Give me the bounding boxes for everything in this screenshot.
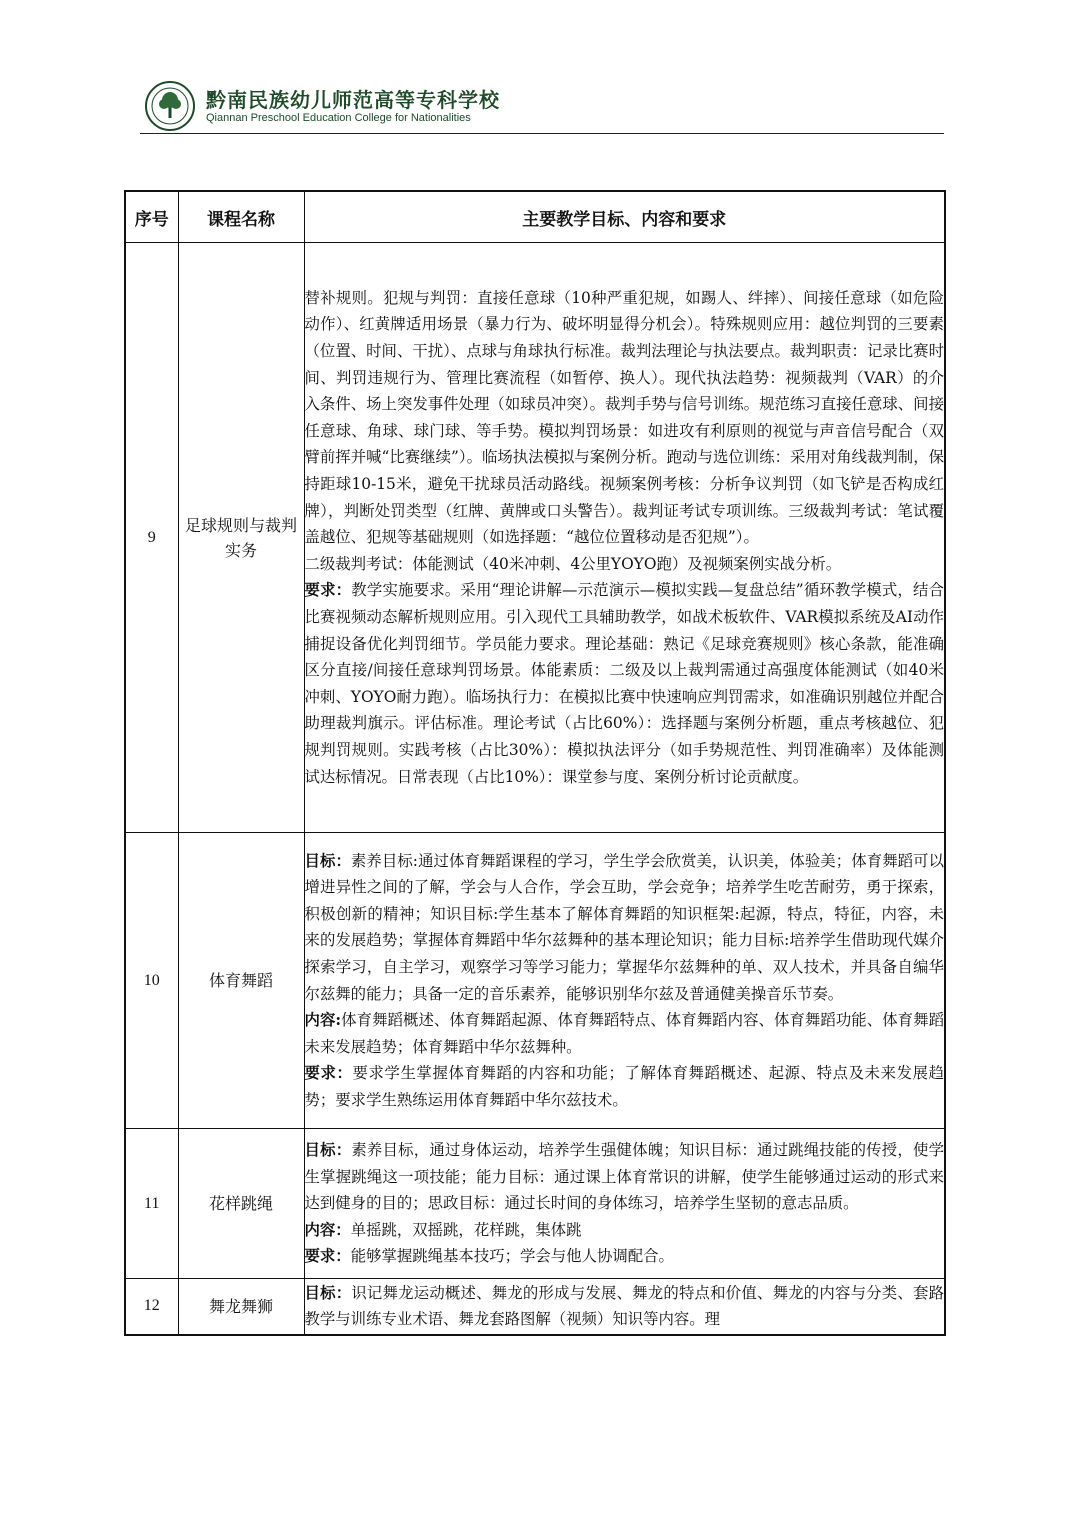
row-content (304, 833, 945, 1129)
content-requirement (305, 577, 945, 790)
course-table (124, 190, 946, 1336)
row-content (304, 1129, 945, 1279)
requirement-label: 要求： (304, 1247, 351, 1266)
content-text: 单摇跳，双摇跳，花样跳，集体跳 (350, 1220, 582, 1239)
school-name-en: Qiannan Preschool Education College for Nationalities (206, 112, 471, 124)
requirement-text: 要求学生掌握体育舞蹈的内容和功能；了解体育舞蹈概述、起源、特点及未来发展趋势；要求学生熟练运用体育舞蹈中华尔兹技术。 (304, 1064, 944, 1109)
header-num: 序号 (125, 191, 178, 243)
row-num: 12 (125, 1279, 178, 1335)
content-label: 内容： (304, 1220, 351, 1239)
content-label: 内容: (304, 1011, 342, 1030)
requirement-label: 要求： (304, 581, 352, 600)
content-paragraph: 替补规则。犯规与判罚：直接任意球（10种严重犯规，如踢人、绊摔）、间接任意球（如危险动作）、红黄牌适用场景（暴力行为、破坏明显得分机会）。特殊规则应用：越位判罚的三要素（位置、时间、干扰）、点球与角球执行标准。裁判法理论与执法要点。裁判职责：记录比赛时间、判罚违规行为、管理比赛流程（如暂停、换人）。现代执法趋势：视频裁判（VAR）的介入条件、场上突发事件处理（如球员冲突）。裁判手势与信号训练。规范练习直接任意球、间接任意球、角球、球门球、等手势。模拟判罚场景：如进攻有利原则的视觉与声音信号配合（双臂前挥并喊“比赛继续”）。临场执法模拟与案例分析。跑动与选位训练：采用对角线裁判制，保持距球10-15米，避免干扰球员活动路线。视频案例考核：分析争议判罚（如飞铲是否构成红牌），判断处罚类型（红牌、黄牌或口头警告）。裁判证考试专项训练。三级裁判考试：笔试覆盖越位、犯规等基础规则（如选择题：“越位位置移动是否犯规”）。 (304, 288, 944, 547)
requirement-text: 教学实施要求。采用“理论讲解—示范演示—模拟实践—复盘总结”循环教学模式，结合比赛视频动态解析规则应用。引入现代工具辅助教学，如战术板软件、VAR模拟系统及AI动作捕捉设备优化判罚细节。学员能力要求。理论基础：熟记《足球竞赛规则》核心条款，能准确区分直接/间接任意球判罚场景。体能素质：二级及以上裁判需通过高强度体能测试（如40米冲刺、YOYO耐力跑）。临场执行力：在模拟比赛中快速响应判罚需求，如准确识别越位并配合助理裁判旗示。评估标准。理论考试（占比60%）：选择题与案例分析题，重点考核越位、犯规判罚规则。实践考核（占比30%）：模拟执法评分（如手势规范性、判罚准确率）及体能测试达标情况。日常表现（占比10%）：课堂参与度、案例分析讨论贡献度。 (304, 581, 944, 786)
requirement-text: 能够掌握跳绳基本技巧；学会与他人协调配合。 (350, 1247, 674, 1266)
row-num: 10 (125, 833, 178, 1129)
header-content: 主要教学目标、内容和要求 (304, 191, 945, 243)
school-name-cn: 黔南民族幼儿师范高等专科学校 (206, 88, 500, 112)
school-seal-logo (144, 80, 196, 132)
content-items (305, 1217, 945, 1244)
content-goal (305, 1280, 945, 1333)
page-header (140, 76, 944, 136)
header-divider (140, 133, 944, 134)
content-requirement (305, 1243, 945, 1270)
row-content (304, 243, 945, 833)
row-content (304, 1279, 945, 1335)
row-course-name: 体育舞蹈 (178, 833, 304, 1129)
goal-text: 识记舞龙运动概述、舞龙的形成与发展、舞龙的特点和价值、舞龙的内容与分类、套路教学与训练专业术语、舞龙套路图解（视频）知识等内容。理 (304, 1283, 944, 1329)
goal-label: 目标： (304, 851, 351, 870)
goal-label: 目标： (304, 1283, 352, 1302)
table-row (125, 1279, 945, 1335)
content-requirement (305, 1060, 945, 1113)
goal-text: 素养目标，通过身体运动，培养学生强健体魄；知识目标：通过跳绳技能的传授，使学生掌握跳绳这一项技能；能力目标：通过课上体育常识的讲解，使学生能够通过运动的形式来达到健身的目的；思政目标：通过长时间的身体练习，培养学生坚韧的意志品质。 (304, 1141, 944, 1213)
table-row (125, 833, 945, 1129)
row-course-name: 花样跳绳 (178, 1129, 304, 1279)
goal-label: 目标： (304, 1141, 352, 1160)
content-goal (305, 1137, 945, 1217)
requirement-label: 要求： (304, 1064, 353, 1083)
table-row (125, 1129, 945, 1279)
content-paragraph: 二级裁判考试：体能测试（40米冲刺、4公里YOYO跑）及视频案例实战分析。 (304, 554, 842, 573)
row-course-name: 舞龙舞狮 (178, 1279, 304, 1335)
table-row (125, 243, 945, 833)
row-num: 11 (125, 1129, 178, 1279)
goal-text: 素养目标:通过体育舞蹈课程的学习，学生学会欣赏美，认识美，体验美；体育舞蹈可以增进异性之间的了解，学会与人合作，学会互助，学会竞争；培养学生吃苦耐劳，勇于探索，积极创新的精神；知识目标:学生基本了解体育舞蹈的知识框架:起源，特点，特征，内容，未来的发展趋势；掌握体育舞蹈中华尔兹舞种的基本理论知识；能力目标:培养学生借助现代媒介探索学习，自主学习，观察学习等学习能力；掌握华尔兹舞种的单、双人技术，并具备自编华尔兹舞的能力；具备一定的音乐素养，能够识别华尔兹及普通健美操音乐节奏。 (304, 851, 944, 1003)
row-num: 9 (125, 243, 178, 833)
content-text: 体育舞蹈概述、体育舞蹈起源、体育舞蹈特点、体育舞蹈内容、体育舞蹈功能、体育舞蹈未来发展趋势；体育舞蹈中华尔兹舞种。 (304, 1011, 944, 1056)
table-header-row (125, 191, 945, 243)
header-name: 课程名称 (178, 191, 304, 243)
row-course-name: 足球规则与裁判实务 (178, 243, 304, 833)
content-goal (305, 848, 945, 1008)
content-items (305, 1007, 945, 1060)
